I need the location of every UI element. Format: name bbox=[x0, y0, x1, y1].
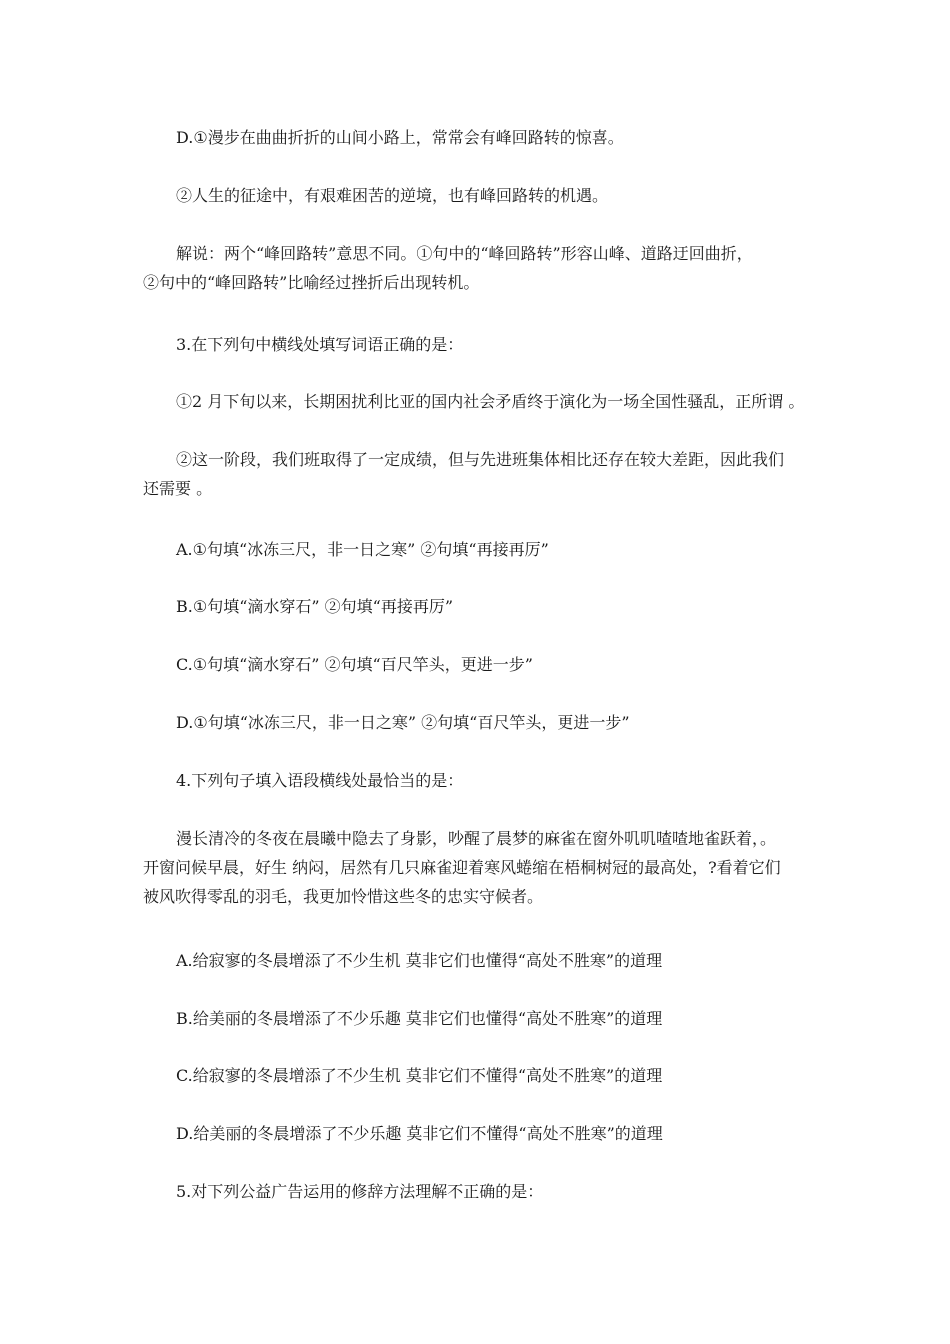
q3-sentence-2-line-2: 还需要 。 bbox=[143, 479, 213, 498]
q4-option-c: C.给寂寥的冬晨增添了不少生机 莫非它们不懂得“高处不胜寒”的道理 bbox=[176, 1066, 663, 1085]
q2-explanation bbox=[143, 239, 811, 297]
q4-passage-line-1: 漫长清冷的冬夜在晨曦中隐去了身影，吵醒了晨梦的麻雀在窗外叽叽喳喳地雀跃着，。 bbox=[176, 829, 777, 848]
q3-stem: 3.在下列句中横线处填写词语正确的是： bbox=[176, 335, 464, 354]
q3-sentence-2-line-1: ②这一阶段，我们班取得了一定成绩，但与先进班集体相比还存在较大差距，因此我们 bbox=[176, 450, 785, 469]
q3-option-c: C.①句填“滴水穿石” ②句填“百尺竿头，更进一步” bbox=[176, 655, 533, 674]
q4-stem: 4.下列句子填入语段横线处最恰当的是： bbox=[176, 771, 464, 790]
q3-option-a: A.①句填“冰冻三尺，非一日之寒” ②句填“再接再厉” bbox=[176, 540, 549, 559]
q4-passage bbox=[143, 824, 811, 911]
q3-option-b: B.①句填“滴水穿石” ②句填“再接再厉” bbox=[176, 597, 453, 616]
q2-explanation-line-2: ②句中的“峰回路转”比喻经过挫折后出现转机。 bbox=[143, 273, 480, 292]
q2-explanation-line-1: 解说：两个“峰回路转”意思不同。①句中的“峰回路转”形容山峰、道路迂回曲折， bbox=[176, 244, 753, 263]
q4-option-a: A.给寂寥的冬晨增添了不少生机 莫非它们也懂得“高处不胜寒”的道理 bbox=[176, 951, 663, 970]
q4-passage-line-3: 被风吹得零乱的羽毛，我更加怜惜这些冬的忠实守候者。 bbox=[143, 887, 544, 906]
q3-sentence-1: ①2 月下旬以来，长期困扰利比亚的国内社会矛盾终于演化为一场全国性骚乱，正所谓 。 bbox=[176, 392, 805, 411]
q4-passage-line-2: 开窗问候早晨，好生 纳闷，居然有几只麻雀迎着寒风蜷缩在梧桐树冠的最高处，?看着它们 bbox=[143, 858, 781, 877]
q4-option-b: B.给美丽的冬晨增添了不少乐趣 莫非它们也懂得“高处不胜寒”的道理 bbox=[176, 1009, 663, 1028]
q2-option-d-1: D.①漫步在曲曲折折的山间小路上，常常会有峰回路转的惊喜。 bbox=[176, 128, 624, 147]
q3-sentence-2 bbox=[143, 445, 811, 503]
q3-option-d: D.①句填“冰冻三尺，非一日之寒” ②句填“百尺竿头，更进一步” bbox=[176, 713, 630, 732]
q5-stem: 5.对下列公益广告运用的修辞方法理解不正确的是： bbox=[176, 1182, 544, 1201]
q2-option-d-2: ②人生的征途中，有艰难困苦的逆境，也有峰回路转的机遇。 bbox=[176, 186, 609, 205]
q4-option-d: D.给美丽的冬晨增添了不少乐趣 莫非它们不懂得“高处不胜寒”的道理 bbox=[176, 1124, 663, 1143]
